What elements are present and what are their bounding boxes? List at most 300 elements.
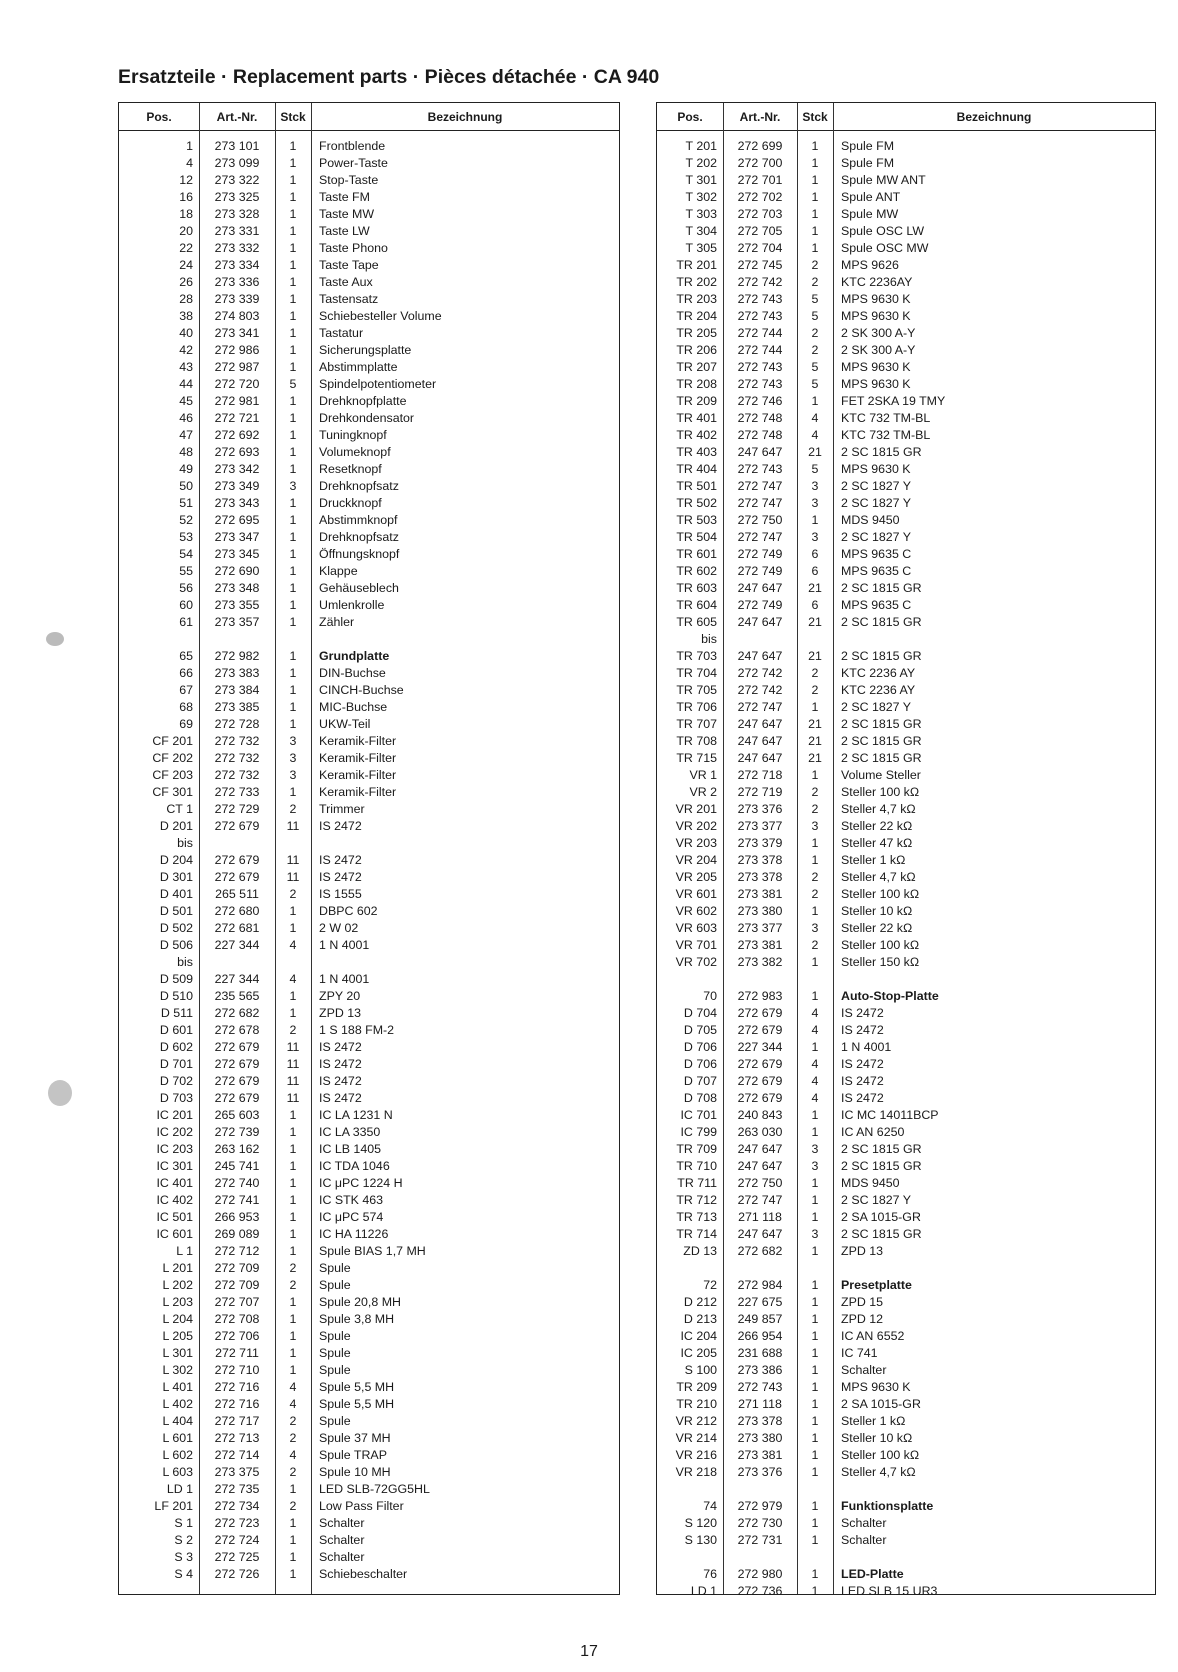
table-row bbox=[657, 648, 1155, 665]
cell-pos: TR 206 bbox=[676, 343, 717, 357]
cell-qty: 5 bbox=[811, 309, 819, 323]
cell-qty: 1 bbox=[289, 921, 297, 935]
table-row bbox=[119, 1345, 619, 1362]
table-row bbox=[119, 784, 619, 801]
cell-art-nr: 247 647 bbox=[737, 751, 783, 765]
table-row bbox=[119, 1226, 619, 1243]
cell-qty: 1 bbox=[811, 1431, 819, 1445]
cell-desc: Taste FM bbox=[319, 190, 370, 204]
cell-qty: 1 bbox=[289, 190, 297, 204]
cell-desc: IC TDA 1046 bbox=[319, 1159, 390, 1173]
cell-pos: VR 205 bbox=[675, 870, 717, 884]
cell-desc: Spule 37 MH bbox=[319, 1431, 391, 1445]
cell-pos: 54 bbox=[179, 547, 193, 561]
cell-qty: 1 bbox=[811, 700, 819, 714]
cell-qty: 1 bbox=[811, 1193, 819, 1207]
cell-art-nr: 247 647 bbox=[737, 717, 783, 731]
cell-pos: D 601 bbox=[159, 1023, 193, 1037]
cell-art-nr: 273 342 bbox=[214, 462, 260, 476]
cell-qty: 1 bbox=[811, 1125, 819, 1139]
cell-pos: L 204 bbox=[162, 1312, 193, 1326]
cell-desc: Spule bbox=[319, 1346, 351, 1360]
cell-qty: 1 bbox=[289, 445, 297, 459]
cell-desc: Taste Tape bbox=[319, 258, 379, 272]
cell-desc: IS 2472 bbox=[841, 1074, 884, 1088]
cell-qty: 21 bbox=[808, 717, 822, 731]
cell-desc: CINCH-Buchse bbox=[319, 683, 404, 697]
cell-desc: Spule FM bbox=[841, 139, 895, 153]
cell-desc: IS 2472 bbox=[319, 870, 362, 884]
cell-pos: TR 601 bbox=[676, 547, 717, 561]
cell-qty: 11 bbox=[286, 1074, 300, 1088]
cell-desc: IC STK 463 bbox=[319, 1193, 384, 1207]
cell-art-nr: 272 711 bbox=[215, 1346, 259, 1360]
table-row bbox=[657, 512, 1155, 529]
cell-pos: 42 bbox=[179, 343, 193, 357]
cell-qty: 21 bbox=[808, 581, 822, 595]
cell-pos: LD 1 bbox=[690, 1584, 717, 1598]
cell-art-nr: 273 341 bbox=[214, 326, 260, 340]
cell-pos: 53 bbox=[179, 530, 193, 544]
cell-art-nr: 272 706 bbox=[214, 1329, 260, 1343]
cell-pos: TR 209 bbox=[676, 394, 717, 408]
cell-qty: 1 bbox=[811, 904, 819, 918]
cell-desc: 2 SC 1827 Y bbox=[841, 530, 912, 544]
cell-art-nr: 272 749 bbox=[737, 547, 783, 561]
table-row bbox=[119, 1107, 619, 1124]
cell-pos: VR 202 bbox=[675, 819, 717, 833]
cell-qty: 2 bbox=[811, 683, 819, 697]
cell-qty: 1 bbox=[289, 1482, 297, 1496]
cell-pos: TR 210 bbox=[676, 1397, 717, 1411]
cell-pos: TR 705 bbox=[676, 683, 717, 697]
cell-art-nr: 272 742 bbox=[737, 275, 783, 289]
cell-desc: ZPD 12 bbox=[841, 1312, 884, 1326]
cell-pos: S 2 bbox=[174, 1533, 193, 1547]
cell-qty: 3 bbox=[289, 751, 297, 765]
cell-art-nr: 272 979 bbox=[737, 1499, 783, 1513]
table-row bbox=[657, 1464, 1155, 1481]
cell-desc: Spule bbox=[319, 1363, 351, 1377]
table-row bbox=[119, 546, 619, 563]
cell-pos: L 401 bbox=[162, 1380, 193, 1394]
table-row bbox=[657, 444, 1155, 461]
cell-qty: 1 bbox=[289, 598, 297, 612]
table-row bbox=[119, 597, 619, 614]
cell-qty: 3 bbox=[811, 479, 819, 493]
cell-qty: 1 bbox=[289, 343, 297, 357]
cell-qty: 4 bbox=[811, 1091, 819, 1105]
cell-art-nr: 272 743 bbox=[737, 360, 783, 374]
table-row bbox=[119, 291, 619, 308]
cell-art-nr: 272 734 bbox=[214, 1499, 260, 1513]
cell-art-nr: 272 679 bbox=[214, 853, 260, 867]
table-row bbox=[119, 461, 619, 478]
cell-art-nr: 272 704 bbox=[737, 241, 783, 255]
cell-desc: Steller 10 kΩ bbox=[841, 1431, 913, 1445]
table-row bbox=[657, 580, 1155, 597]
table-row bbox=[119, 631, 619, 648]
cell-pos: CF 203 bbox=[152, 768, 193, 782]
cell-pos: T 304 bbox=[685, 224, 717, 238]
cell-desc: IS 2472 bbox=[319, 1091, 362, 1105]
cell-pos: 20 bbox=[179, 224, 193, 238]
cell-pos: 47 bbox=[179, 428, 193, 442]
cell-art-nr: 272 743 bbox=[737, 1380, 783, 1394]
cell-desc: IC μPC 574 bbox=[319, 1210, 384, 1224]
cell-pos: 38 bbox=[179, 309, 193, 323]
cell-desc: Schalter bbox=[319, 1533, 365, 1547]
cell-art-nr: 272 745 bbox=[737, 258, 783, 272]
table-row bbox=[657, 631, 1155, 648]
cell-pos: TR 703 bbox=[676, 649, 717, 663]
cell-desc: ZPY 20 bbox=[319, 989, 361, 1003]
cell-art-nr: 273 357 bbox=[214, 615, 260, 629]
cell-art-nr: 272 748 bbox=[737, 428, 783, 442]
cell-qty: 1 bbox=[811, 1108, 819, 1122]
cell-qty: 3 bbox=[811, 530, 819, 544]
table-row bbox=[657, 138, 1155, 155]
table-row bbox=[657, 1498, 1155, 1515]
parts-table-left bbox=[118, 102, 620, 1595]
cell-desc: IS 2472 bbox=[319, 853, 362, 867]
table-row bbox=[657, 427, 1155, 444]
cell-desc: Resetknopf bbox=[319, 462, 382, 476]
cell-art-nr: 273 376 bbox=[737, 1465, 783, 1479]
cell-qty: 4 bbox=[811, 1074, 819, 1088]
table-row bbox=[657, 1277, 1155, 1294]
table-row bbox=[657, 937, 1155, 954]
cell-pos: D 703 bbox=[159, 1091, 193, 1105]
header-qty: Stck bbox=[802, 110, 828, 124]
cell-art-nr: 247 647 bbox=[737, 734, 783, 748]
cell-art-nr: 272 732 bbox=[214, 751, 260, 765]
cell-desc: IS 2472 bbox=[319, 819, 362, 833]
cell-desc: Steller 47 kΩ bbox=[841, 836, 913, 850]
table-row bbox=[119, 189, 619, 206]
cell-pos: TR 205 bbox=[676, 326, 717, 340]
cell-pos: L 602 bbox=[162, 1448, 193, 1462]
cell-art-nr: 235 565 bbox=[214, 989, 260, 1003]
cell-desc: Spule 5,5 MH bbox=[319, 1380, 395, 1394]
cell-pos: CF 202 bbox=[152, 751, 193, 765]
cell-desc: Steller 1 kΩ bbox=[841, 1414, 906, 1428]
cell-qty: 3 bbox=[289, 734, 297, 748]
table-row bbox=[119, 1430, 619, 1447]
cell-desc: 2 SA 1015-GR bbox=[841, 1397, 921, 1411]
cell-desc: LED SLB 15 UR3 bbox=[841, 1584, 938, 1598]
cell-qty: 1 bbox=[811, 1380, 819, 1394]
table-row bbox=[119, 512, 619, 529]
cell-art-nr: 272 721 bbox=[214, 411, 260, 425]
cell-qty: 1 bbox=[289, 139, 297, 153]
cell-art-nr: 273 381 bbox=[737, 1448, 783, 1462]
cell-qty: 1 bbox=[811, 1448, 819, 1462]
table-header bbox=[119, 103, 619, 131]
table-row bbox=[657, 801, 1155, 818]
cell-desc: MPS 9626 bbox=[841, 258, 899, 272]
cell-qty: 1 bbox=[811, 955, 819, 969]
cell-qty: 1 bbox=[811, 1346, 819, 1360]
cell-desc: Abstimmplatte bbox=[319, 360, 398, 374]
cell-pos: 70 bbox=[703, 989, 717, 1003]
cell-qty: 1 bbox=[289, 904, 297, 918]
cell-desc: 2 SC 1827 Y bbox=[841, 1193, 912, 1207]
cell-art-nr: 272 725 bbox=[214, 1550, 260, 1564]
table-row bbox=[119, 903, 619, 920]
cell-art-nr: 273 380 bbox=[737, 1431, 783, 1445]
table-row bbox=[657, 1447, 1155, 1464]
cell-art-nr: 272 724 bbox=[214, 1533, 260, 1547]
cell-desc: Schalter bbox=[319, 1516, 365, 1530]
cell-pos: IC 202 bbox=[156, 1125, 193, 1139]
cell-pos: L 601 bbox=[162, 1431, 193, 1445]
cell-art-nr: 272 679 bbox=[737, 1006, 783, 1020]
cell-qty: 4 bbox=[811, 428, 819, 442]
cell-qty: 1 bbox=[289, 496, 297, 510]
cell-art-nr: 272 679 bbox=[214, 1040, 260, 1054]
cell-qty: 1 bbox=[811, 989, 819, 1003]
cell-qty: 1 bbox=[811, 853, 819, 867]
cell-desc: 2 SC 1815 GR bbox=[841, 1159, 922, 1173]
table-row bbox=[657, 291, 1155, 308]
cell-art-nr: 272 681 bbox=[214, 921, 260, 935]
cell-desc: 1 N 4001 bbox=[319, 972, 370, 986]
table-row bbox=[119, 852, 619, 869]
table-row bbox=[657, 886, 1155, 903]
cell-art-nr: 273 349 bbox=[214, 479, 260, 493]
cell-pos: S 120 bbox=[684, 1516, 717, 1530]
table-row bbox=[657, 716, 1155, 733]
cell-pos: 16 bbox=[179, 190, 193, 204]
cell-desc: Spule ANT bbox=[841, 190, 901, 204]
cell-art-nr: 265 511 bbox=[215, 887, 259, 901]
cell-qty: 3 bbox=[811, 496, 819, 510]
table-row bbox=[119, 1413, 619, 1430]
cell-pos: D 212 bbox=[683, 1295, 717, 1309]
cell-art-nr: 272 709 bbox=[214, 1278, 260, 1292]
cell-qty: 3 bbox=[811, 1159, 819, 1173]
cell-pos: 12 bbox=[179, 173, 193, 187]
table-row bbox=[657, 1345, 1155, 1362]
cell-qty: 3 bbox=[811, 1227, 819, 1241]
table-row bbox=[119, 665, 619, 682]
cell-qty: 1 bbox=[811, 513, 819, 527]
cell-desc: IS 2472 bbox=[841, 1006, 884, 1020]
cell-art-nr: 272 736 bbox=[737, 1584, 783, 1598]
table-row bbox=[657, 733, 1155, 750]
cell-art-nr: 273 345 bbox=[214, 547, 260, 561]
cell-qty: 1 bbox=[289, 989, 297, 1003]
cell-desc: IC LA 3350 bbox=[319, 1125, 381, 1139]
header-qty: Stck bbox=[280, 110, 306, 124]
cell-qty: 2 bbox=[811, 326, 819, 340]
cell-qty: 1 bbox=[289, 1142, 297, 1156]
table-row bbox=[119, 733, 619, 750]
cell-desc: Schalter bbox=[841, 1533, 887, 1547]
cell-art-nr: 272 748 bbox=[737, 411, 783, 425]
cell-pos: 52 bbox=[179, 513, 193, 527]
cell-qty: 1 bbox=[289, 1550, 297, 1564]
table-header bbox=[657, 103, 1155, 131]
cell-pos: L 402 bbox=[162, 1397, 193, 1411]
table-row bbox=[657, 1192, 1155, 1209]
cell-qty: 1 bbox=[811, 1176, 819, 1190]
cell-desc: IC LB 1405 bbox=[319, 1142, 381, 1156]
cell-pos: IC 501 bbox=[156, 1210, 193, 1224]
cell-qty: 1 bbox=[811, 224, 819, 238]
cell-art-nr: 272 743 bbox=[737, 309, 783, 323]
cell-art-nr: 272 749 bbox=[737, 564, 783, 578]
cell-qty: 1 bbox=[289, 360, 297, 374]
table-row bbox=[119, 240, 619, 257]
table-row bbox=[119, 1515, 619, 1532]
cell-pos: 22 bbox=[179, 241, 193, 255]
cell-art-nr: 272 743 bbox=[737, 292, 783, 306]
cell-desc: 1 S 188 FM-2 bbox=[319, 1023, 395, 1037]
cell-qty: 1 bbox=[289, 683, 297, 697]
table-row bbox=[119, 1056, 619, 1073]
cell-art-nr: 273 376 bbox=[737, 802, 783, 816]
cell-art-nr: 263 030 bbox=[737, 1125, 783, 1139]
cell-qty: 5 bbox=[811, 360, 819, 374]
cell-qty: 1 bbox=[811, 1414, 819, 1428]
cell-qty: 1 bbox=[289, 411, 297, 425]
cell-art-nr: 272 699 bbox=[737, 139, 783, 153]
parts-table-right bbox=[656, 102, 1156, 1598]
table-row bbox=[119, 971, 619, 988]
table-row bbox=[119, 444, 619, 461]
cell-art-nr: 272 739 bbox=[214, 1125, 260, 1139]
cell-pos: bis bbox=[177, 955, 193, 969]
cell-art-nr: 272 708 bbox=[214, 1312, 260, 1326]
cell-pos: TR 203 bbox=[676, 292, 717, 306]
table-row bbox=[657, 1039, 1155, 1056]
cell-qty: 1 bbox=[811, 190, 819, 204]
cell-desc: Steller 100 kΩ bbox=[841, 1448, 920, 1462]
table-row bbox=[119, 427, 619, 444]
cell-art-nr: 272 742 bbox=[737, 683, 783, 697]
cell-qty: 5 bbox=[289, 377, 297, 391]
table-row bbox=[119, 1090, 619, 1107]
cell-qty: 6 bbox=[811, 547, 819, 561]
cell-qty: 1 bbox=[811, 1584, 819, 1598]
cell-pos: D 501 bbox=[159, 904, 193, 918]
cell-desc: Steller 4,7 kΩ bbox=[841, 802, 916, 816]
cell-desc: Spule MW ANT bbox=[841, 173, 926, 187]
table-row bbox=[119, 835, 619, 852]
table-body bbox=[657, 138, 1155, 1600]
table-row bbox=[119, 1192, 619, 1209]
cell-qty: 2 bbox=[289, 1278, 297, 1292]
cell-qty: 1 bbox=[811, 1465, 819, 1479]
table-row bbox=[657, 920, 1155, 937]
cell-qty: 1 bbox=[289, 292, 297, 306]
cell-pos: D 301 bbox=[159, 870, 193, 884]
cell-qty: 5 bbox=[811, 377, 819, 391]
cell-art-nr: 273 331 bbox=[214, 224, 260, 238]
cell-art-nr: 265 603 bbox=[214, 1108, 260, 1122]
cell-desc: MPS 9635 C bbox=[841, 598, 912, 612]
cell-qty: 11 bbox=[286, 1040, 300, 1054]
table-row bbox=[119, 155, 619, 172]
cell-desc: Taste Aux bbox=[319, 275, 373, 289]
cell-pos: L 301 bbox=[162, 1346, 193, 1360]
cell-qty: 3 bbox=[289, 768, 297, 782]
table-row bbox=[657, 852, 1155, 869]
cell-desc: Umlenkrolle bbox=[319, 598, 385, 612]
cell-desc: 2 SC 1815 GR bbox=[841, 1227, 922, 1241]
cell-art-nr: 272 679 bbox=[214, 1057, 260, 1071]
cell-pos: TR 604 bbox=[676, 598, 717, 612]
cell-pos: D 602 bbox=[159, 1040, 193, 1054]
cell-desc: 2 SC 1827 Y bbox=[841, 700, 912, 714]
cell-desc: 2 SC 1827 Y bbox=[841, 479, 912, 493]
cell-desc: Öffnungsknopf bbox=[319, 547, 400, 561]
cell-desc: KTC 2236 AY bbox=[841, 683, 916, 697]
cell-desc: IS 2472 bbox=[319, 1057, 362, 1071]
cell-pos: CF 301 bbox=[152, 785, 193, 799]
cell-art-nr: 272 981 bbox=[214, 394, 260, 408]
table-row bbox=[119, 1022, 619, 1039]
table-row bbox=[119, 1124, 619, 1141]
cell-desc: KTC 2236AY bbox=[841, 275, 913, 289]
cell-pos: 76 bbox=[703, 1567, 717, 1581]
cell-qty: 21 bbox=[808, 751, 822, 765]
cell-desc: FET 2SKA 19 TMY bbox=[841, 394, 946, 408]
cell-pos: 24 bbox=[179, 258, 193, 272]
cell-pos: 28 bbox=[179, 292, 193, 306]
cell-pos: TR 602 bbox=[676, 564, 717, 578]
cell-qty: 4 bbox=[289, 972, 297, 986]
cell-art-nr: 273 380 bbox=[737, 904, 783, 918]
cell-pos: 1 bbox=[186, 139, 193, 153]
cell-desc: 2 SC 1815 GR bbox=[841, 717, 922, 731]
cell-desc: 2 SC 1815 GR bbox=[841, 615, 922, 629]
table-row bbox=[119, 988, 619, 1005]
cell-art-nr: 227 344 bbox=[737, 1040, 783, 1054]
cell-pos: 68 bbox=[179, 700, 193, 714]
cell-pos: L 302 bbox=[162, 1363, 193, 1377]
table-row bbox=[657, 1583, 1155, 1600]
table-row bbox=[119, 1141, 619, 1158]
table-row bbox=[657, 1158, 1155, 1175]
table-row bbox=[119, 937, 619, 954]
cell-pos: IC 301 bbox=[156, 1159, 193, 1173]
cell-pos: 4 bbox=[186, 156, 193, 170]
table-row bbox=[119, 495, 619, 512]
cell-qty: 1 bbox=[289, 1159, 297, 1173]
table-row bbox=[657, 1515, 1155, 1532]
cell-desc: 2 SC 1815 GR bbox=[841, 734, 922, 748]
table-row bbox=[657, 1532, 1155, 1549]
cell-qty: 2 bbox=[289, 1431, 297, 1445]
cell-art-nr: 227 675 bbox=[737, 1295, 783, 1309]
cell-art-nr: 272 984 bbox=[737, 1278, 783, 1292]
cell-pos: D 706 bbox=[683, 1040, 717, 1054]
cell-pos: TR 204 bbox=[676, 309, 717, 323]
cell-qty: 1 bbox=[811, 1329, 819, 1343]
cell-pos: D 204 bbox=[159, 853, 193, 867]
cell-pos: D 509 bbox=[159, 972, 193, 986]
cell-desc: Spule 3,8 MH bbox=[319, 1312, 395, 1326]
cell-desc: Keramik-Filter bbox=[319, 768, 397, 782]
cell-desc: MPS 9635 C bbox=[841, 547, 912, 561]
cell-pos: TR 501 bbox=[676, 479, 717, 493]
table-row bbox=[119, 614, 619, 631]
cell-desc: UKW-Teil bbox=[319, 717, 371, 731]
cell-desc: 1 N 4001 bbox=[319, 938, 370, 952]
